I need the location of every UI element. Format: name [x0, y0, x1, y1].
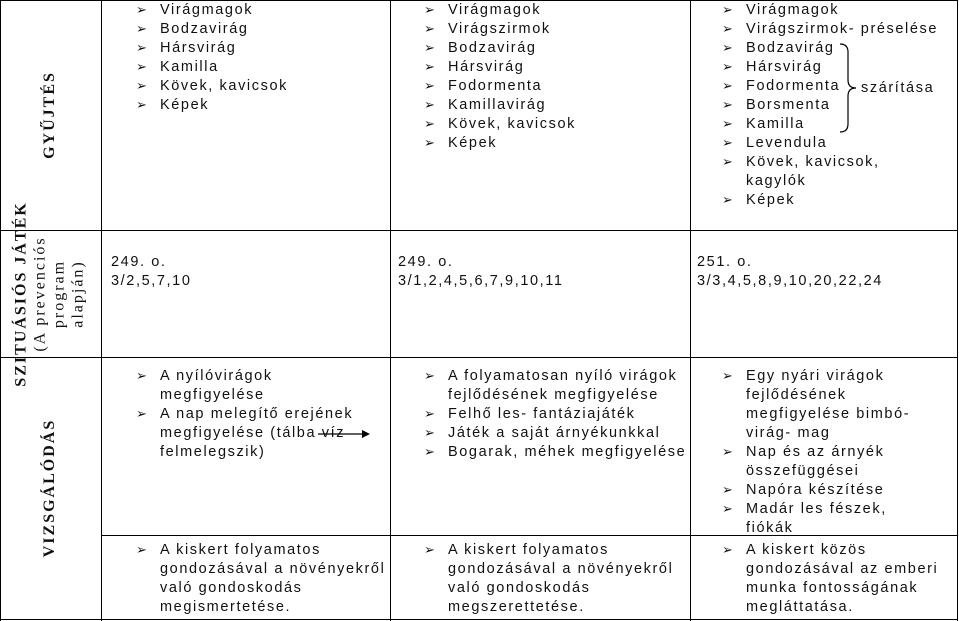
row-title-gyujtes: GYŰJTÉS	[40, 71, 58, 159]
list-item: ➢ Napóra készítése	[722, 481, 922, 500]
page-ref: 249. o.	[111, 254, 167, 270]
list-item: ➢ Felhő les- fantáziajáték	[424, 405, 688, 424]
list-item: ➢ Kövek, kavicsok	[136, 77, 386, 96]
list-item: ➢ Nap és az árnyék összefüggései	[722, 443, 922, 481]
vizsgalodas-list-col3	[722, 367, 922, 538]
page-ref: 251. o.	[697, 254, 753, 270]
list-item: ➢ Hársvirág	[722, 58, 954, 77]
list-item: ➢ Bodzavirág	[722, 39, 954, 58]
item-refs: 3/2,5,7,10	[111, 273, 192, 289]
list-item: ➢ Borsmenta	[722, 96, 954, 115]
brace-label: szárítása	[861, 80, 935, 96]
list-item: ➢ Kövek, kavicsok	[424, 115, 686, 134]
list-item: ➢ A kiskert közös gondozásával az emberi munka fontosságának megláttatása.	[722, 541, 954, 617]
list-item: ➢ A kiskert folyamatos gondozásával a növényekről való gondoskodás megszerettetése.	[424, 541, 684, 617]
list-item: ➢ Játék a saját árnyékunkkal	[424, 424, 688, 443]
list-item: ➢ Virágmagok	[424, 1, 686, 20]
row-title-vizsgalodas: VIZSGÁLÓDÁS	[41, 418, 59, 558]
row-subtitle-line-2: program	[51, 259, 69, 328]
list-item: ➢ Egy nyári virágok fejlődésének megfigyelése bimbó-virág- mag	[722, 367, 922, 443]
list-item: ➢ Kövek, kavicsok, kagylók	[722, 153, 896, 191]
list-item: ➢ Bodzavirág	[136, 20, 386, 39]
list-item: ➢ Madár les fészek, fiókák	[722, 500, 922, 538]
list-item: ➢ Virágmagok	[136, 1, 386, 20]
list-item: ➢ Fodormenta	[722, 77, 954, 96]
list-item: ➢ A nyílóvirágok megfigyelése	[136, 367, 364, 405]
list-item: ➢ Kamilla	[722, 115, 954, 134]
list-item: ➢ Virágszirmok- préselése	[722, 20, 954, 39]
item-refs: 3/1,2,4,5,6,7,9,10,11	[398, 273, 564, 289]
vizsgalodas-bottom-col3	[722, 541, 954, 617]
list-item: ➢ A folyamatosan nyíló virágok fejlődésének megfigyelése	[424, 367, 688, 405]
row-title-szituacios: SZITUÁSIÓS JÁTÉK	[13, 200, 31, 387]
row-subtitle-line-1: (A prevenciós	[32, 235, 50, 352]
vizsgalodas-bottom-col2	[424, 541, 684, 617]
list-item: ➢ Kamilla	[136, 58, 386, 77]
list-item: ➢ Képek	[136, 96, 386, 115]
list-item: ➢ Képek	[722, 191, 954, 210]
page-ref: 249. o.	[398, 254, 454, 270]
list-item: ➢ A kiskert folyamatos gondozásával a növényekről való gondoskodás megismertetése.	[136, 541, 386, 617]
list-item: ➢ Virágmagok	[722, 1, 954, 20]
item-refs: 3/3,4,5,8,9,10,20,22,24	[697, 273, 883, 289]
list-item: ➢ Képek	[424, 134, 686, 153]
vizsgalodas-bottom-col1	[136, 541, 386, 617]
list-item: ➢ Fodormenta	[424, 77, 686, 96]
list-item: ➢ Levendula	[722, 134, 954, 153]
list-item: ➢ Kamillavirág	[424, 96, 686, 115]
list-item: ➢ A nap melegítő erejének megfigyelése (tálba víz felmelegszik)	[136, 405, 364, 462]
list-item: ➢ Bodzavirág	[424, 39, 686, 58]
list-item: ➢ Hársvirág	[136, 39, 386, 58]
vizsgalodas-list-col2	[424, 367, 688, 462]
list-item: ➢ Virágszirmok	[424, 20, 686, 39]
list-item: ➢ Hársvirág	[424, 58, 686, 77]
list-item: ➢ Bogarak, méhek megfigyelése	[424, 443, 688, 462]
row-subtitle-line-3: alapján)	[70, 259, 88, 328]
